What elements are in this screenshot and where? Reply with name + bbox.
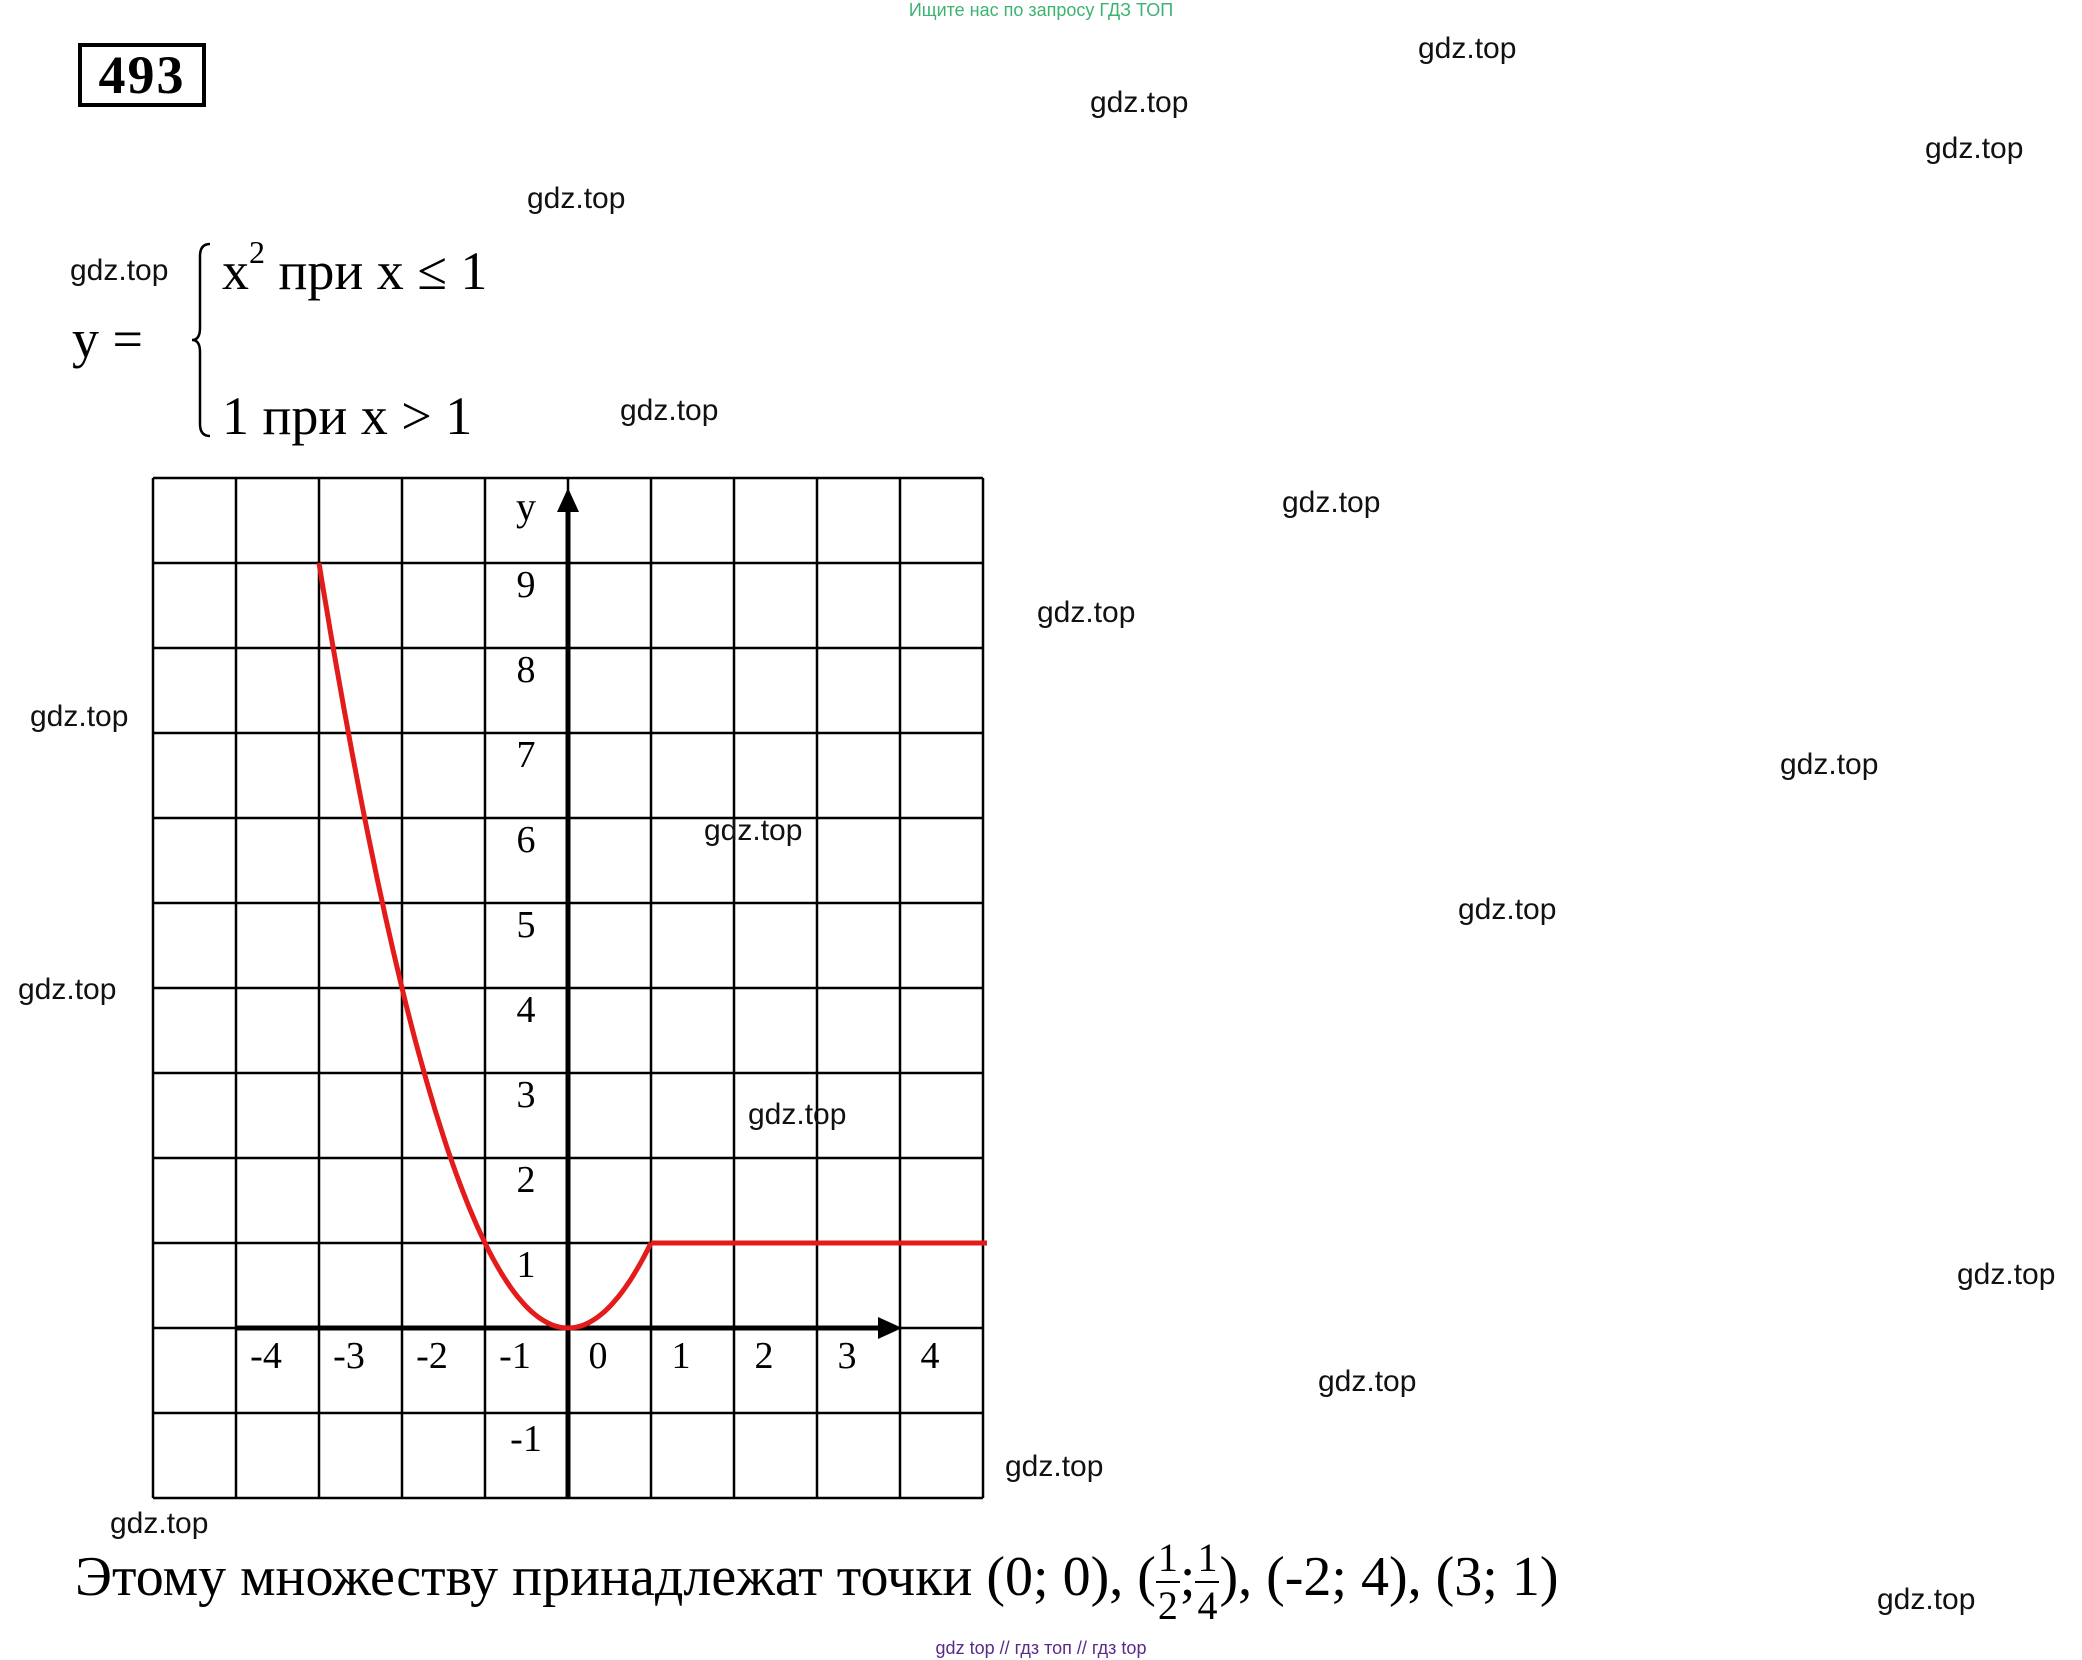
x-tick-label: -4	[250, 1335, 282, 1377]
formula-case2: 1 при x > 1	[222, 386, 473, 446]
y-tick-label: -1	[510, 1418, 542, 1460]
watermark: gdz.top	[527, 182, 626, 215]
y-axis-label: y	[516, 484, 536, 529]
fraction-denominator: 2	[1157, 1583, 1178, 1628]
watermark: gdz.top	[18, 973, 117, 1006]
watermark: gdz.top	[1037, 596, 1136, 629]
tick-labels	[250, 484, 939, 1460]
y-tick-label: 4	[516, 989, 536, 1031]
y-axis-arrow	[557, 488, 579, 512]
fraction-one-half	[1156, 1535, 1180, 1629]
x-tick-label: -3	[333, 1335, 365, 1377]
answer-text-after: ), (-2; 4), (3; 1)	[1219, 1545, 1559, 1608]
y-tick-label: 5	[516, 904, 536, 946]
series	[319, 563, 987, 1328]
answer-text-before: Этому множеству принадлежат точки (0; 0), (	[75, 1545, 1156, 1608]
y-tick-label: 8	[516, 649, 536, 691]
answer-text	[75, 1535, 1558, 1629]
watermark: gdz.top	[620, 394, 719, 427]
x-tick-label: -1	[499, 1335, 531, 1377]
watermark: gdz.top	[1418, 32, 1517, 65]
footer: gdz top // гдз топ // гдз top	[935, 1638, 1147, 1658]
watermark: gdz.top	[704, 814, 803, 847]
watermark: gdz.top	[1282, 486, 1381, 519]
top-banner: Ищите нас по запросу ГДЗ ТОП	[908, 0, 1174, 20]
x-tick-label: 3	[837, 1335, 857, 1377]
watermark: gdz.top	[1957, 1258, 2056, 1291]
watermark: gdz.top	[1458, 893, 1557, 926]
fraction-one-quarter	[1195, 1535, 1219, 1629]
watermark: gdz.top	[1780, 748, 1879, 781]
x-tick-label: 0	[588, 1335, 608, 1377]
fraction-denominator: 4	[1197, 1583, 1218, 1628]
watermark: gdz.top	[1005, 1450, 1104, 1483]
formula-lhs: y =	[72, 309, 143, 369]
y-tick-label: 2	[516, 1159, 536, 1201]
watermark: gdz.top	[1877, 1583, 1976, 1616]
y-tick-label: 3	[516, 1074, 536, 1116]
y-tick-label: 6	[516, 819, 536, 861]
x-axis-arrow	[878, 1317, 902, 1339]
formula-case1-rest: при x ≤ 1	[265, 241, 488, 301]
watermark: gdz.top	[30, 700, 129, 733]
watermark: gdz.top	[1318, 1365, 1417, 1398]
x-tick-label: 2	[754, 1335, 774, 1377]
formula-case1-exp: 2	[249, 234, 265, 270]
answer-separator: ;	[1179, 1545, 1196, 1608]
y-tick-label: 1	[516, 1244, 536, 1286]
formula-case1-base: x	[222, 241, 249, 301]
watermark: gdz.top	[110, 1507, 209, 1540]
fraction-numerator: 1	[1156, 1535, 1180, 1583]
problem-number: 493	[78, 43, 206, 107]
fraction-numerator: 1	[1195, 1535, 1219, 1583]
watermark: gdz.top	[70, 254, 169, 287]
x-tick-label: -2	[416, 1335, 448, 1377]
watermark: gdz.top	[1090, 86, 1189, 119]
y-tick-label: 7	[516, 734, 536, 776]
watermark: gdz.top	[1925, 132, 2024, 165]
y-tick-label: 9	[516, 564, 536, 606]
x-tick-label: 1	[671, 1335, 691, 1377]
x-tick-label: 4	[920, 1335, 940, 1377]
watermark: gdz.top	[748, 1098, 847, 1131]
